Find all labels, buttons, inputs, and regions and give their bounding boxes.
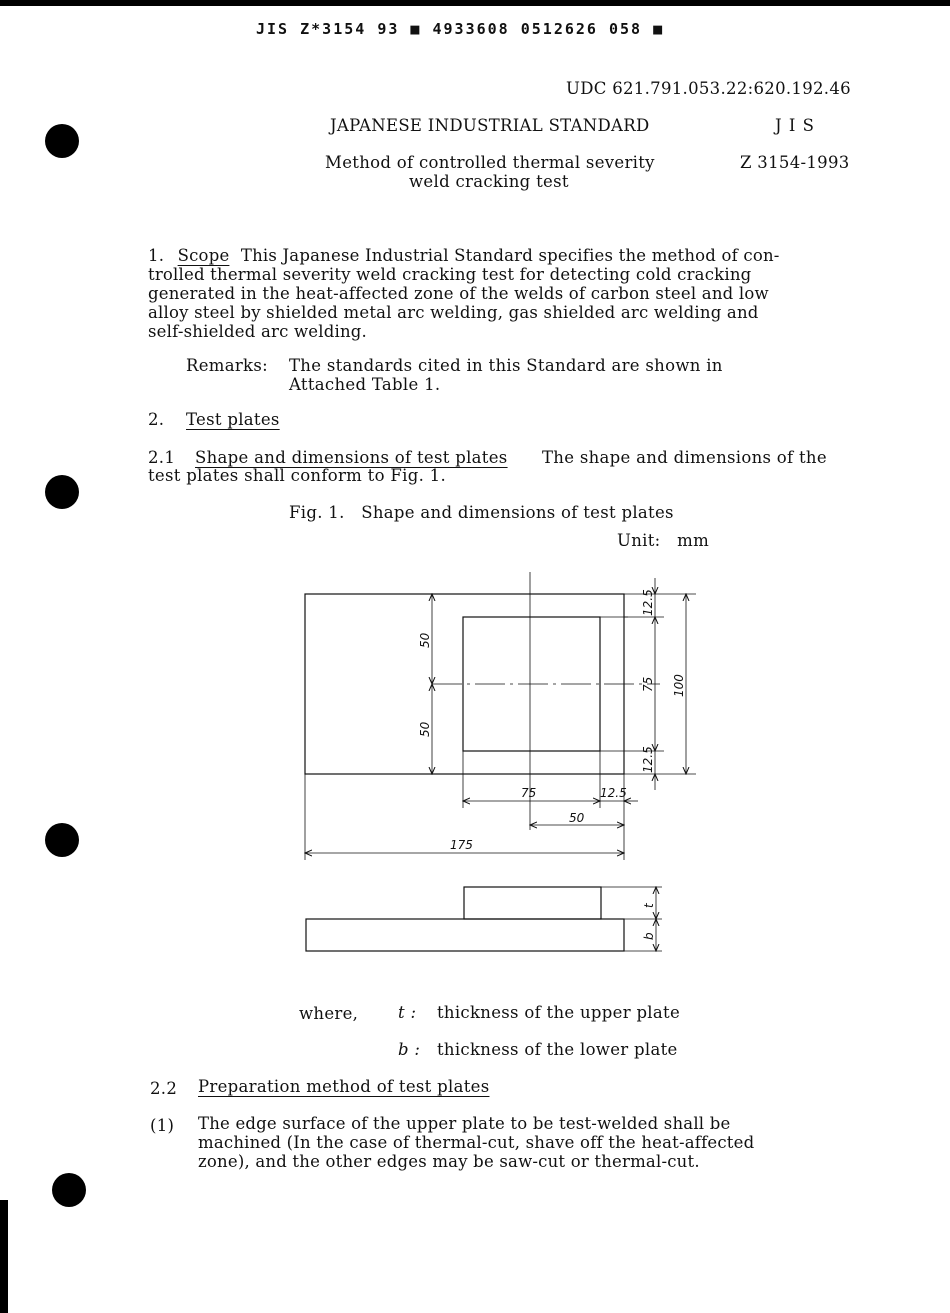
section-1-line: self-shielded arc welding. [148, 322, 367, 341]
doc-number: Z 3154-1993 [740, 153, 850, 172]
item-1-line: machined (In the case of thermal-cut, shave off the heat-affected [198, 1133, 755, 1152]
upper-plate-side-view [464, 887, 601, 919]
section-2-1-text2: test plates shall conform to Fig. 1. [148, 466, 447, 485]
t-symbol: t : [398, 1003, 417, 1022]
section-2-1-text1: The shape and dimensions of the [542, 448, 827, 467]
b-symbol: b : [398, 1040, 421, 1059]
remarks-line1: The standards cited in this Standard are shown in [289, 356, 723, 375]
figure-unit: Unit: mm [617, 531, 710, 550]
section-1-line: This Japanese Industrial Standard specifies the method of con- [240, 246, 780, 265]
item-1-line: zone), and the other edges may be saw-cut or thermal-cut. [198, 1152, 700, 1171]
doc-title-line1: Method of controlled thermal severity [325, 153, 655, 172]
section-2-heading: Test plates [186, 410, 280, 429]
item-1-number: (1) [150, 1116, 175, 1135]
section-1-number: 1. [148, 246, 165, 265]
section-2-1-heading: Shape and dimensions of test plates [195, 448, 508, 467]
jis-mark: J I S [775, 116, 815, 135]
section-2-1-number: 2.1 [148, 448, 176, 467]
section-2-2-heading: Preparation method of test plates [198, 1077, 490, 1096]
dim-12-5-top: 12.5 [641, 589, 655, 616]
dim-75-horizontal: 75 [521, 786, 537, 800]
item-1-text [198, 1114, 754, 1171]
dim-b: b [642, 932, 656, 940]
dim-50-lower: 50 [418, 721, 432, 737]
section-2-number: 2. [148, 410, 165, 429]
dim-50-upper: 50 [418, 632, 432, 648]
item-1-line: The edge surface of the upper plate to be test-welded shall be [198, 1114, 731, 1133]
dim-50-horizontal: 50 [569, 811, 585, 825]
doc-title-line2: weld cracking test [409, 172, 569, 191]
figure-caption: Fig. 1. Shape and dimensions of test plates [289, 503, 674, 522]
remarks-label: Remarks: [186, 356, 268, 375]
dim-175: 175 [450, 838, 473, 852]
dim-12-5-bottom: 12.5 [641, 746, 655, 773]
section-1-line: alloy steel by shielded metal arc welding, gas shielded arc welding and [148, 303, 759, 322]
remarks-line2: Attached Table 1. [289, 375, 441, 394]
dim-12-5-right: 12.5 [600, 786, 627, 800]
dim-75-vertical: 75 [641, 676, 655, 692]
standard-title: JAPANESE INDUSTRIAL STANDARD [330, 116, 650, 135]
section-1-heading: Scope [177, 246, 230, 265]
lower-plate-side-view [306, 919, 624, 951]
t-description: thickness of the upper plate [437, 1003, 681, 1022]
dim-100: 100 [672, 674, 686, 697]
section-1-line: generated in the heat-affected zone of the welds of carbon steel and low [148, 284, 769, 303]
dim-t: t [642, 903, 656, 908]
b-description: thickness of the lower plate [437, 1040, 678, 1059]
header-code: JIS Z*3154 93 ■ 4933608 0512626 058 ■ [256, 20, 665, 38]
section-1-line: trolled thermal severity weld cracking test for detecting cold cracking [148, 265, 752, 284]
where-word: where, [299, 1004, 359, 1023]
udc-number: UDC 621.791.053.22:620.192.46 [566, 79, 851, 98]
section-2-2-number: 2.2 [150, 1079, 178, 1098]
